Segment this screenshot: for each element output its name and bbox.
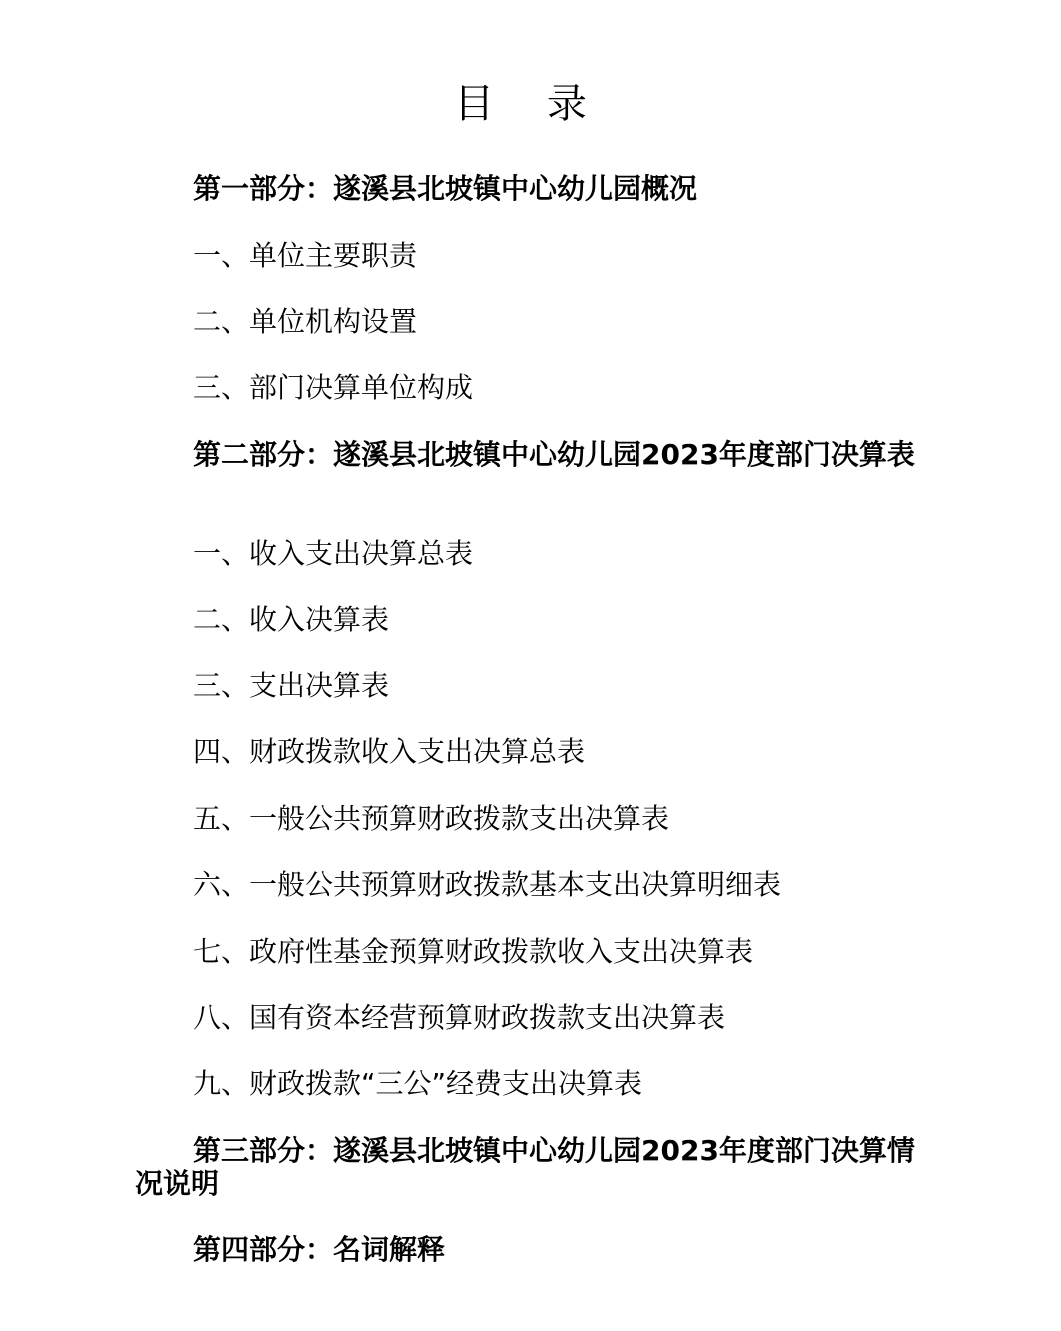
toc-item: 四、财政拨款收入支出决算总表	[193, 735, 586, 768]
toc-part-4: 第四部分：名词解释	[193, 1233, 446, 1266]
toc-item: 五、一般公共预算财政拨款支出决算表	[193, 802, 670, 835]
toc-item: 一、单位主要职责	[193, 239, 418, 272]
toc-item: 二、收入决算表	[193, 603, 390, 636]
toc-item: 三、支出决算表	[193, 669, 390, 702]
toc-item: 九、财政拨款“三公”经费支出决算表	[193, 1067, 643, 1100]
toc-part-2: 第二部分：遂溪县北坡镇中心幼儿园2023年度部门决算表	[193, 438, 915, 471]
toc-item: 三、部门决算单位构成	[193, 371, 474, 404]
toc-title: 目 录	[454, 81, 607, 127]
toc-part-3: 第三部分：遂溪县北坡镇中心幼儿园2023年度部门决算情况说明	[135, 1134, 915, 1200]
toc-part-1: 第一部分：遂溪县北坡镇中心幼儿园概况	[193, 172, 698, 205]
toc-item: 七、政府性基金预算财政拨款收入支出决算表	[193, 935, 754, 968]
toc-item: 六、一般公共预算财政拨款基本支出决算明细表	[193, 868, 782, 901]
toc-item: 八、国有资本经营预算财政拨款支出决算表	[193, 1001, 726, 1034]
toc-item: 二、单位机构设置	[193, 305, 418, 338]
toc-item: 一、收入支出决算总表	[193, 537, 474, 570]
